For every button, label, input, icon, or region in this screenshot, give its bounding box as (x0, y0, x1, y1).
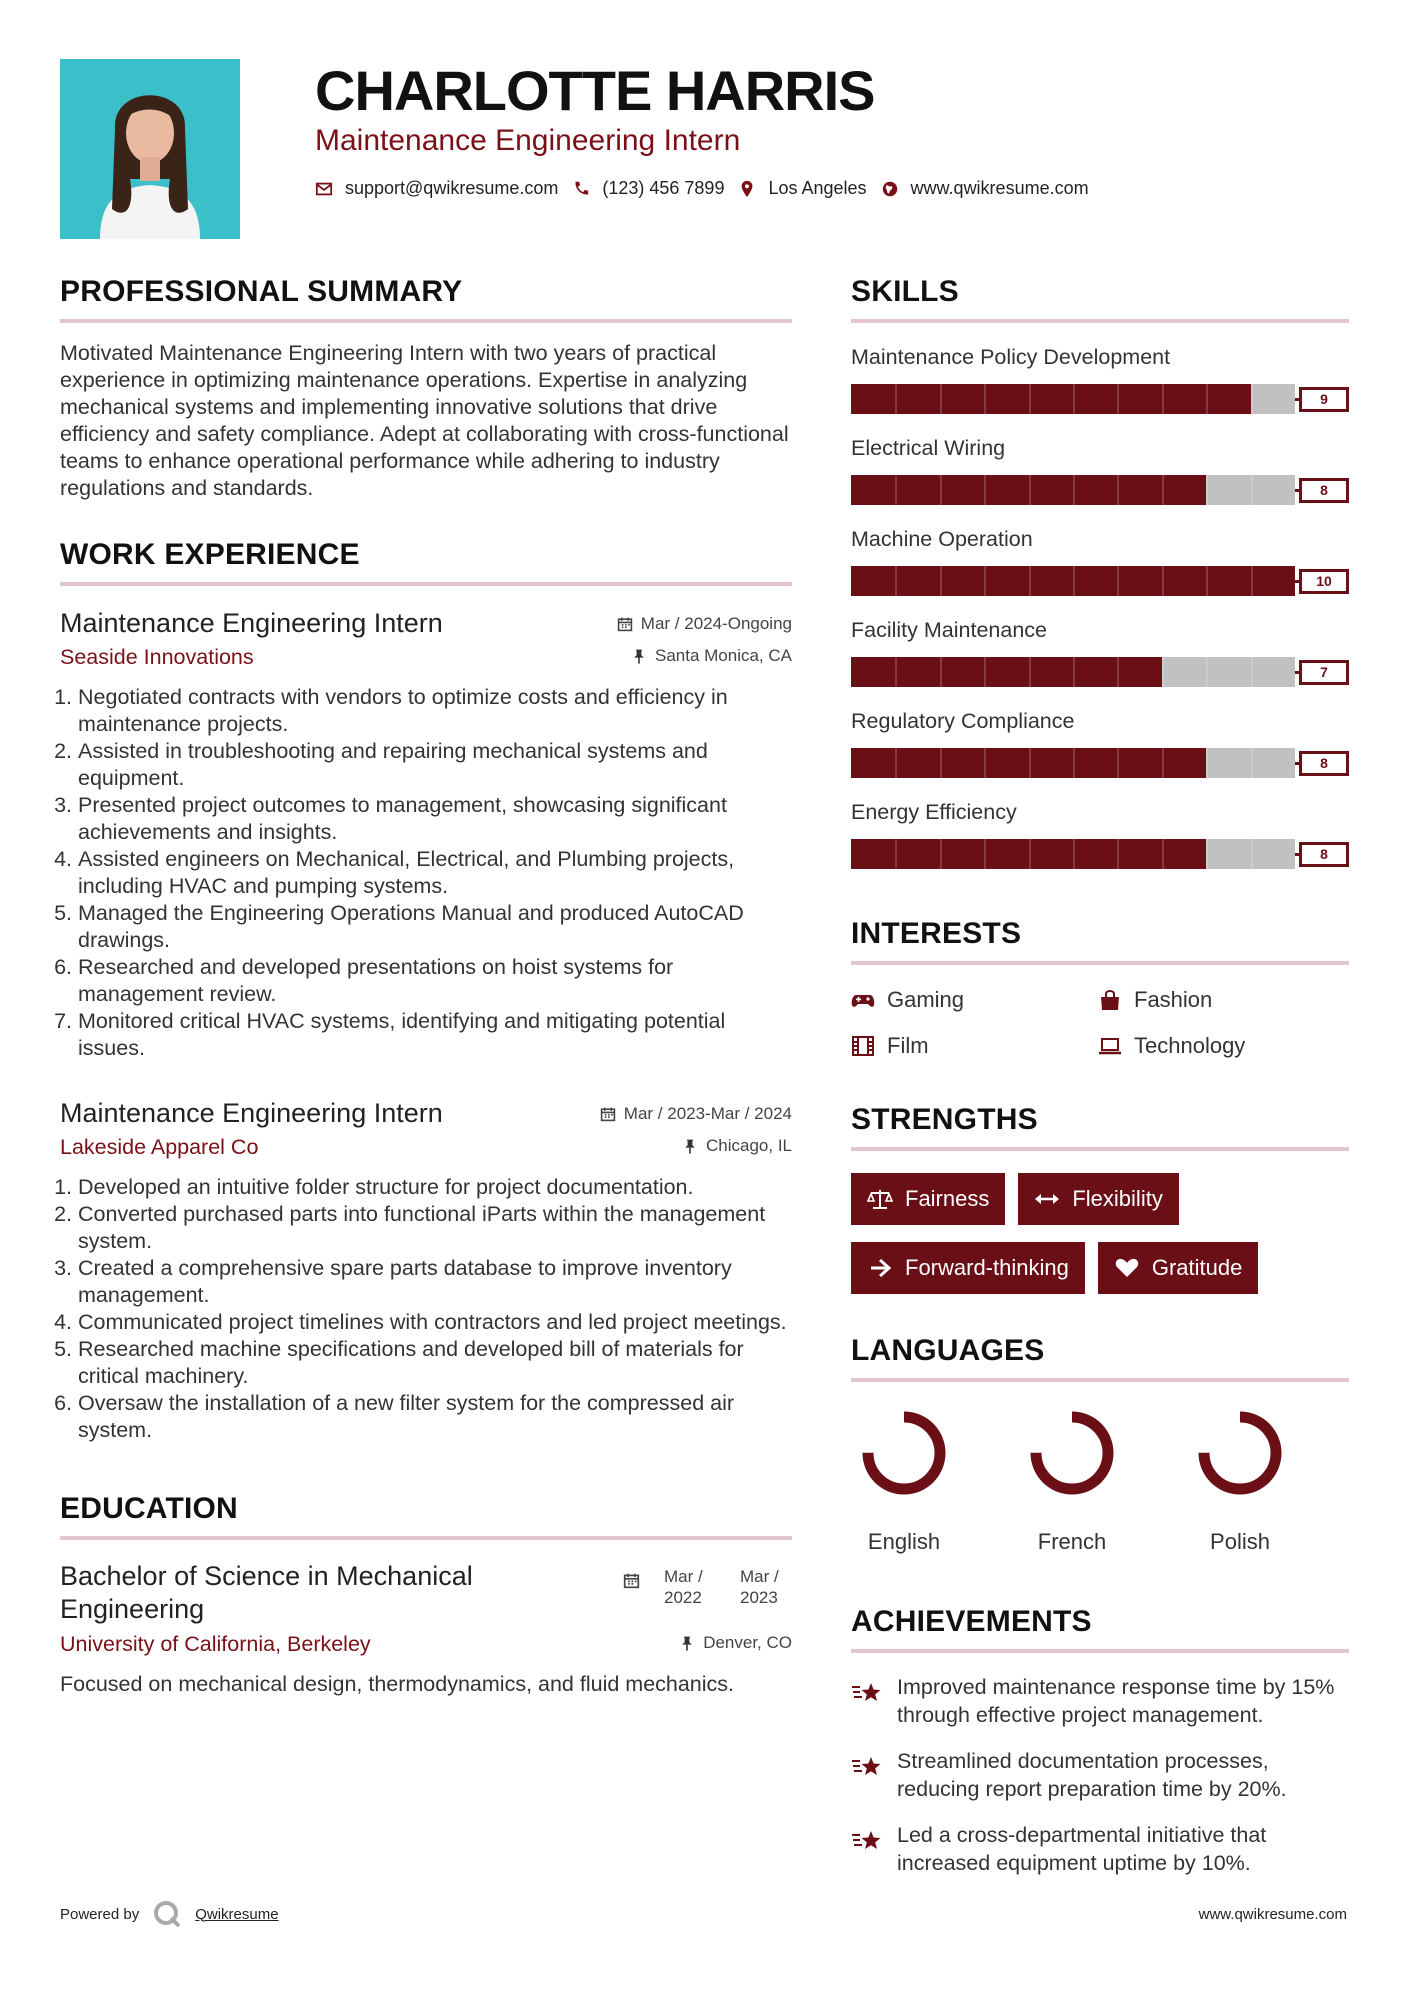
strength-tag (1018, 1173, 1178, 1225)
languages-list (851, 1408, 1349, 1555)
interests-grid (851, 987, 1349, 1059)
education-entry (60, 1560, 792, 1698)
contact-location (738, 178, 866, 199)
language-level-ring (1027, 1408, 1117, 1498)
strength-tag (851, 1173, 1005, 1225)
skill-bar (851, 657, 1349, 687)
achievements-heading: ACHIEVEMENTS (851, 1605, 1349, 1653)
interest-item (1098, 987, 1345, 1013)
interest-label: Gaming (887, 987, 965, 1012)
interest-label: Technology (1134, 1033, 1246, 1058)
contact-phone-text: (123) 456 7899 (602, 178, 725, 198)
interest-item (851, 1033, 1098, 1059)
globe-icon (881, 180, 899, 198)
strength-label: Flexibility (1072, 1186, 1163, 1211)
job-bullet: 4. Communicated project timelines with contractors and led project meetings. (78, 1309, 792, 1336)
skill-label: Regulatory Compliance (851, 709, 1075, 733)
summary-heading: PROFESSIONAL SUMMARY (60, 275, 792, 323)
arrow-right-icon (867, 1257, 893, 1279)
achievement-text: Led a cross-departmental initiative that increased equipment uptime by 10%. (897, 1823, 1267, 1875)
job-bullet: 7. Monitored critical HVAC systems, identifying and mitigating potential issues. (78, 1008, 792, 1062)
skill-bar (851, 748, 1349, 778)
language-label: Polish (1210, 1529, 1270, 1554)
job-bullet: 4. Assisted engineers on Mechanical, Electrical, and Plumbing projects, including HVAC and pumping systems. (78, 846, 792, 900)
job-dates (600, 1104, 792, 1124)
strength-tag (851, 1242, 1085, 1294)
strengths-list (851, 1173, 1349, 1294)
job-list (60, 608, 792, 1444)
strength-label: Gratitude (1151, 1255, 1243, 1280)
contact-bar (315, 178, 1089, 199)
job-bullet: 5. Managed the Engineering Operations Manual and produced AutoCAD drawings. (78, 900, 792, 954)
languages-heading: LANGUAGES (851, 1334, 1349, 1382)
calendar-icon (617, 616, 633, 632)
job-bullet: 2. Converted purchased parts into functional iParts within the management system. (78, 1201, 792, 1255)
interests-heading: INTERESTS (851, 917, 1349, 965)
skill-bar (851, 384, 1349, 414)
education-dates (623, 1566, 792, 1608)
skill-item (851, 436, 1349, 505)
skill-label: Maintenance Policy Development (851, 345, 1171, 369)
profile-photo (60, 59, 240, 239)
language-label: French (1037, 1529, 1107, 1554)
skill-label: Machine Operation (851, 527, 1033, 551)
achievement-item (851, 1821, 1349, 1877)
skills-list (851, 345, 1349, 869)
brand-link[interactable]: Qwikresume (195, 1905, 279, 1923)
skill-item (851, 800, 1349, 869)
education-start: Mar / 2022 (664, 1567, 703, 1607)
heart-icon (1114, 1257, 1140, 1279)
job-location-text: Chicago, IL (706, 1136, 792, 1155)
skill-value: 8 (1299, 842, 1349, 867)
contact-location-text: Los Angeles (768, 178, 867, 198)
achievement-text: Streamlined documentation processes, reducing report preparation time by 20%. (897, 1749, 1287, 1801)
contact-email-text: support@qwikresume.com (345, 178, 559, 198)
calendar-icon (600, 1106, 616, 1122)
job-title: Maintenance Engineering Intern (60, 608, 443, 638)
skill-item (851, 618, 1349, 687)
skill-value: 8 (1299, 751, 1349, 776)
education-description: Focused on mechanical design, thermodynamics, and fluid mechanics. (60, 1672, 735, 1696)
language-level-ring (859, 1408, 949, 1498)
powered-by-label: Powered by (60, 1905, 140, 1923)
candidate-name: CHARLOTTE HARRIS (315, 59, 875, 122)
strengths-heading: STRENGTHS (851, 1103, 1349, 1151)
calendar-icon (623, 1572, 640, 1589)
strength-label: Fairness (905, 1186, 990, 1211)
candidate-title: Maintenance Engineering Intern (315, 124, 741, 157)
contact-phone[interactable] (572, 178, 724, 199)
education-location-text: Denver, CO (703, 1633, 792, 1652)
job-bullet: 5. Researched machine specifications and developed bill of materials for critical machinery. (78, 1336, 792, 1390)
job-location (682, 1136, 792, 1156)
skill-item (851, 345, 1349, 414)
achievement-item (851, 1747, 1349, 1803)
gamepad-icon (851, 989, 875, 1011)
degree-title: Bachelor of Science in Mechanical Engineering (60, 1561, 473, 1624)
qwikresume-logo-icon (153, 1900, 181, 1928)
job-entry (60, 1098, 792, 1444)
education-location (679, 1633, 792, 1653)
skill-item (851, 709, 1349, 778)
contact-website[interactable] (881, 178, 1089, 199)
shooting-star-icon (851, 1751, 883, 1781)
skill-bar-fill (851, 384, 1251, 414)
skill-bar (851, 839, 1349, 869)
job-bullets (60, 1174, 792, 1444)
shopping-bag-icon (1098, 989, 1122, 1011)
job-dates (617, 614, 792, 634)
job-bullets (60, 684, 792, 1062)
pushpin-icon (682, 1138, 698, 1154)
pushpin-icon (679, 1635, 695, 1651)
experience-heading: WORK EXPERIENCE (60, 538, 792, 586)
skill-value: 7 (1299, 660, 1349, 685)
job-bullet: 3. Presented project outcomes to management, showcasing significant achievements and insights. (78, 792, 792, 846)
skill-value: 9 (1299, 387, 1349, 412)
left-column (60, 275, 792, 1698)
film-icon (851, 1035, 875, 1057)
skill-label: Electrical Wiring (851, 436, 1006, 460)
skill-value: 10 (1299, 569, 1349, 594)
skill-bar (851, 566, 1349, 596)
skill-label: Energy Efficiency (851, 800, 1017, 824)
job-bullet: 3. Created a comprehensive spare parts database to improve inventory management. (78, 1255, 792, 1309)
skill-bar-fill (851, 657, 1162, 687)
shooting-star-icon (851, 1825, 883, 1855)
achievement-text: Improved maintenance response time by 15% through effective project management. (897, 1675, 1335, 1727)
interest-label: Film (887, 1033, 929, 1058)
job-bullet: 2. Assisted in troubleshooting and repairing mechanical systems and equipment. (78, 738, 792, 792)
footer-powered (60, 1900, 279, 1928)
arrows-horizontal-icon (1034, 1188, 1060, 1210)
job-location (631, 646, 792, 666)
job-bullet: 1. Negotiated contracts with vendors to optimize costs and efficiency in maintenance projects. (78, 684, 792, 738)
skill-item (851, 527, 1349, 596)
language-label: English (867, 1529, 941, 1554)
job-location-text: Santa Monica, CA (654, 646, 792, 665)
language-item (1027, 1408, 1117, 1555)
job-title: Maintenance Engineering Intern (60, 1098, 443, 1128)
scale-icon (867, 1188, 893, 1210)
school-name: University of California, Berkeley (60, 1632, 371, 1656)
company-name: Lakeside Apparel Co (60, 1135, 259, 1159)
language-item (1195, 1408, 1285, 1555)
right-column (851, 275, 1349, 1877)
education-end: Mar / 2023 (740, 1567, 779, 1607)
contact-email[interactable] (315, 178, 558, 199)
achievements-list (851, 1673, 1349, 1877)
pushpin-icon (631, 648, 647, 664)
phone-icon (572, 180, 590, 198)
footer-url[interactable]: www.qwikresume.com (1198, 1906, 1347, 1923)
map-pin-icon (738, 180, 756, 198)
job-dates-text: Mar / 2024-Ongoing (640, 614, 792, 633)
laptop-icon (1098, 1035, 1122, 1057)
contact-website-text: www.qwikresume.com (910, 178, 1089, 198)
strength-tag (1098, 1242, 1259, 1294)
achievement-item (851, 1673, 1349, 1729)
job-entry (60, 608, 792, 1062)
job-bullet: 1. Developed an intuitive folder structure for project documentation. (78, 1174, 792, 1201)
skills-heading: SKILLS (851, 275, 1349, 323)
skill-bar (851, 475, 1349, 505)
envelope-icon (315, 180, 333, 198)
shooting-star-icon (851, 1677, 883, 1707)
interest-label: Fashion (1134, 987, 1213, 1012)
skill-value: 8 (1299, 478, 1349, 503)
job-bullet: 6. Researched and developed presentations on hoist systems for management review. (78, 954, 792, 1008)
job-dates-text: Mar / 2023-Mar / 2024 (623, 1104, 792, 1123)
strength-label: Forward-thinking (905, 1255, 1069, 1280)
language-item (859, 1408, 949, 1555)
company-name: Seaside Innovations (60, 645, 254, 669)
summary-text: Motivated Maintenance Engineering Intern with two years of practical experience in optimizing maintenance operations. Expertise in analyzing mechanical systems and implementing innovative solutions that drive efficiency and safety compliance. Adept at collaborating with cross-functional teams to enhance operational performance while adhering to industry regulations and standards. (60, 341, 789, 500)
education-heading: EDUCATION (60, 1492, 792, 1540)
interest-item (1098, 1033, 1345, 1059)
language-level-ring (1195, 1408, 1285, 1498)
job-bullet: 6. Oversaw the installation of a new filter system for the compressed air system. (78, 1390, 792, 1444)
skill-label: Facility Maintenance (851, 618, 1047, 642)
interest-item (851, 987, 1098, 1013)
